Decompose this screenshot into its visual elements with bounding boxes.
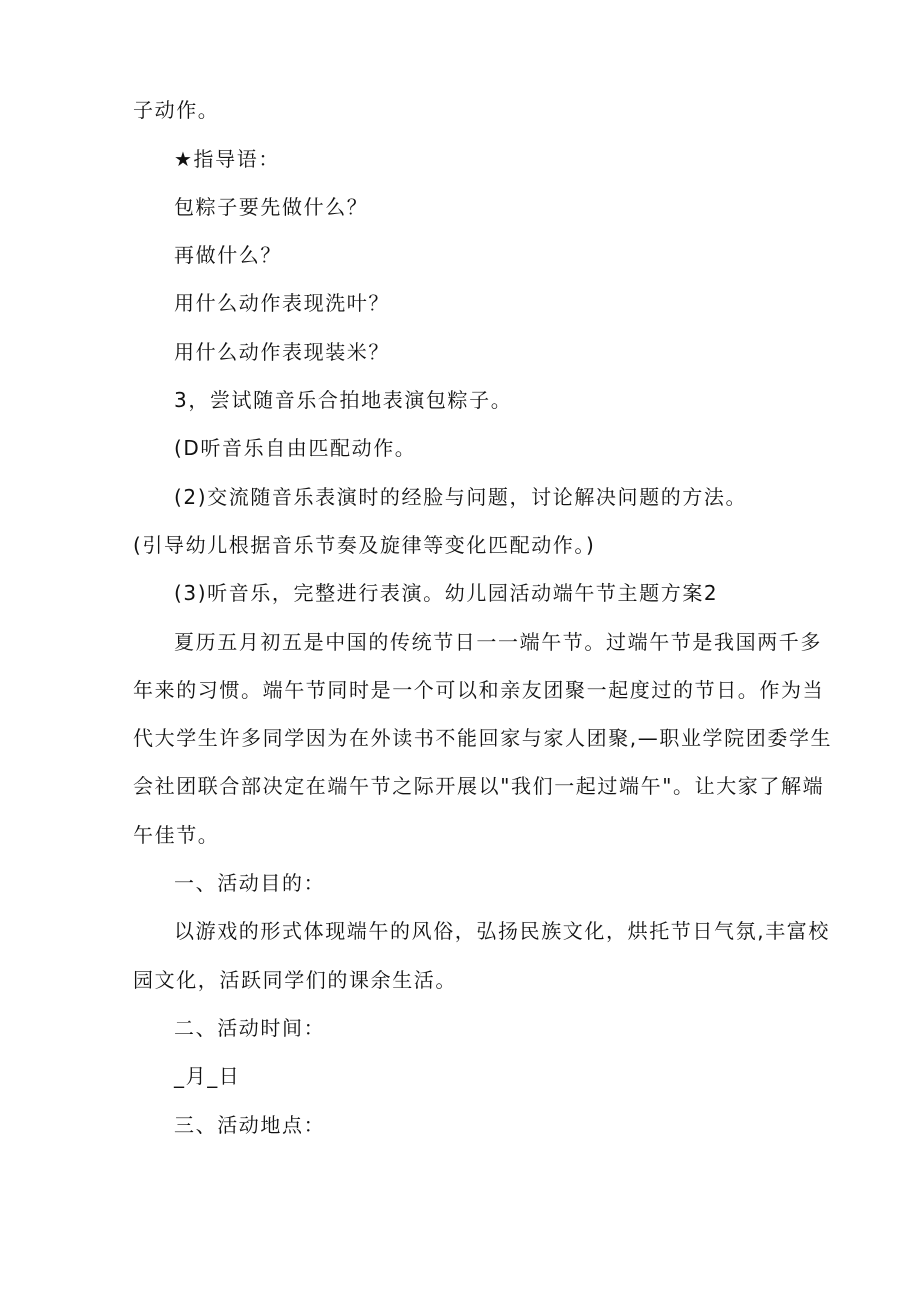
paragraph-line: 夏历五月初五是中国的传统节日一一端午节。过端午节是我国两千多: [174, 630, 822, 654]
note-line: (引导幼儿根据音乐节奏及旋律等变化匹配动作。): [133, 533, 596, 557]
sub-step-line: (2)交流随音乐表演时的经脸与问题，讨论解决问题的方法。: [174, 485, 748, 509]
paragraph-line: 会社团联合部决定在端午节之际开展以"我们一起过端午"。让大家了解端: [133, 774, 825, 798]
paragraph-line: 以游戏的形式体现端午的风俗，弘扬民族文化，烘托节日气氛,丰富校: [174, 919, 830, 943]
question-line: 包粽子要先做什么？: [174, 195, 369, 219]
paragraph-line: 代大学生许多同学因为在外读书不能回家与家人团聚,—职业学院团委学生: [133, 726, 833, 750]
date-line: _月_日: [174, 1064, 241, 1088]
sub-step-line: (D听音乐自由匹配动作。: [174, 436, 417, 460]
paragraph-line: 子动作。: [133, 98, 220, 122]
guide-heading: ★指导语：: [174, 147, 280, 171]
section-heading: 二、活动时间：: [174, 1016, 326, 1040]
section-heading: 一、活动目的：: [174, 871, 326, 895]
question-line: 用什么动作表现装米？: [174, 340, 390, 364]
section-heading: 三、活动地点：: [174, 1113, 326, 1137]
paragraph-line: 年来的习惯。端午节同时是一个可以和亲友团聚一起度过的节日。作为当: [133, 678, 825, 702]
paragraph-line: 园文化，活跃同学们的课余生活。: [133, 968, 457, 992]
step-heading: 3，尝试随音乐合拍地表演包粽子。: [174, 388, 513, 412]
paragraph-line: 午佳节。: [133, 823, 220, 847]
question-line: 再做什么？: [174, 243, 282, 267]
sub-step-line: (3)听音乐，完整进行表演。幼儿园活动端午节主题方案2: [174, 581, 719, 605]
question-line: 用什么动作表现洗叶？: [174, 291, 390, 315]
